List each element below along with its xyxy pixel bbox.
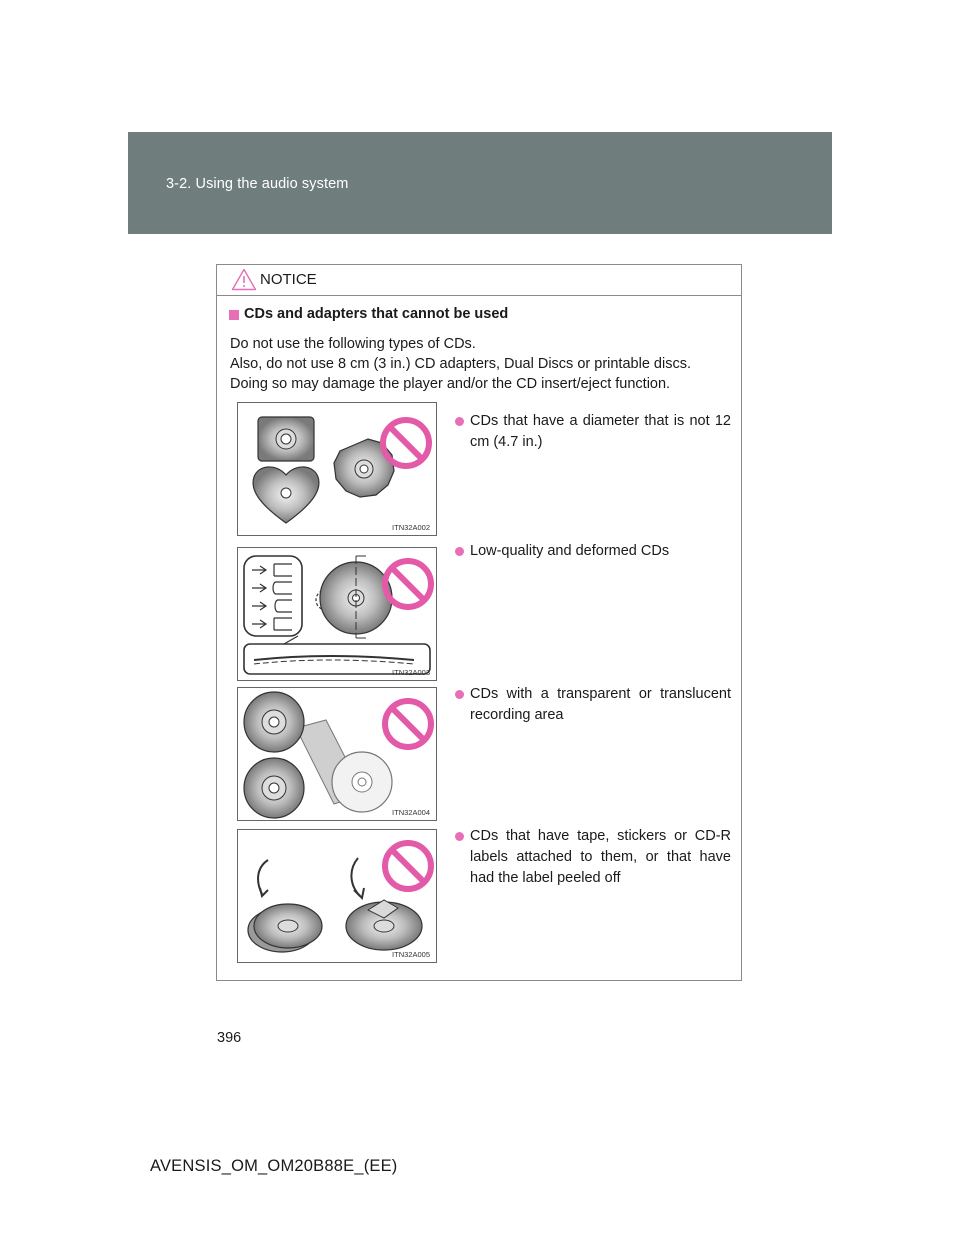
warning-triangle-icon <box>231 268 257 291</box>
figure-code: ITN32A005 <box>392 950 430 959</box>
section-title: 3-2. Using the audio system <box>166 176 349 192</box>
intro-line: Do not use the following types of CDs. <box>230 336 476 352</box>
round-bullet-icon <box>455 690 464 699</box>
notice-title: NOTICE <box>260 271 317 288</box>
list-item <box>455 411 731 453</box>
document-code: AVENSIS_OM_OM20B88E_(EE) <box>150 1157 398 1175</box>
round-bullet-icon <box>455 832 464 841</box>
figure-transparent-cds <box>237 687 437 821</box>
transparent-cd-illustration <box>238 688 438 822</box>
notice-box <box>216 264 742 981</box>
figure-labelled-cds <box>237 829 437 963</box>
list-item <box>455 826 731 889</box>
round-bullet-icon <box>455 417 464 426</box>
intro-line: Also, do not use 8 cm (3 in.) CD adapters, Dual Discs or printable discs. <box>230 356 691 372</box>
figure-deformed-cds <box>237 547 437 681</box>
notice-header <box>217 265 741 296</box>
list-item-text: CDs with a transparent or translucent recording area <box>470 686 731 723</box>
list-item <box>455 684 731 726</box>
figure-code: ITN32A004 <box>392 808 430 817</box>
figure-code: ITN32A003 <box>392 668 430 677</box>
intro-line: Doing so may damage the player and/or the CD insert/eject function. <box>230 376 671 392</box>
intro-paragraph <box>230 334 740 394</box>
square-bullet-icon <box>229 310 239 320</box>
figure-odd-shaped-cds <box>237 402 437 536</box>
header-band <box>128 132 832 234</box>
labelled-cd-illustration <box>238 830 438 964</box>
page-number: 396 <box>217 1030 242 1046</box>
list-item-text: Low-quality and deformed CDs <box>470 543 670 559</box>
odd-shape-cd-illustration <box>238 403 438 537</box>
figure-code: ITN32A002 <box>392 523 430 532</box>
round-bullet-icon <box>455 547 464 556</box>
heading-text: CDs and adapters that cannot be used <box>244 306 509 322</box>
list-item <box>455 541 731 562</box>
deformed-cd-illustration <box>238 548 438 682</box>
list-item-text: CDs that have tape, stickers or CD-R labels attached to them, or that have had the label peeled off <box>470 828 731 886</box>
list-item-text: CDs that have a diameter that is not 12 cm (4.7 in.) <box>470 413 731 450</box>
